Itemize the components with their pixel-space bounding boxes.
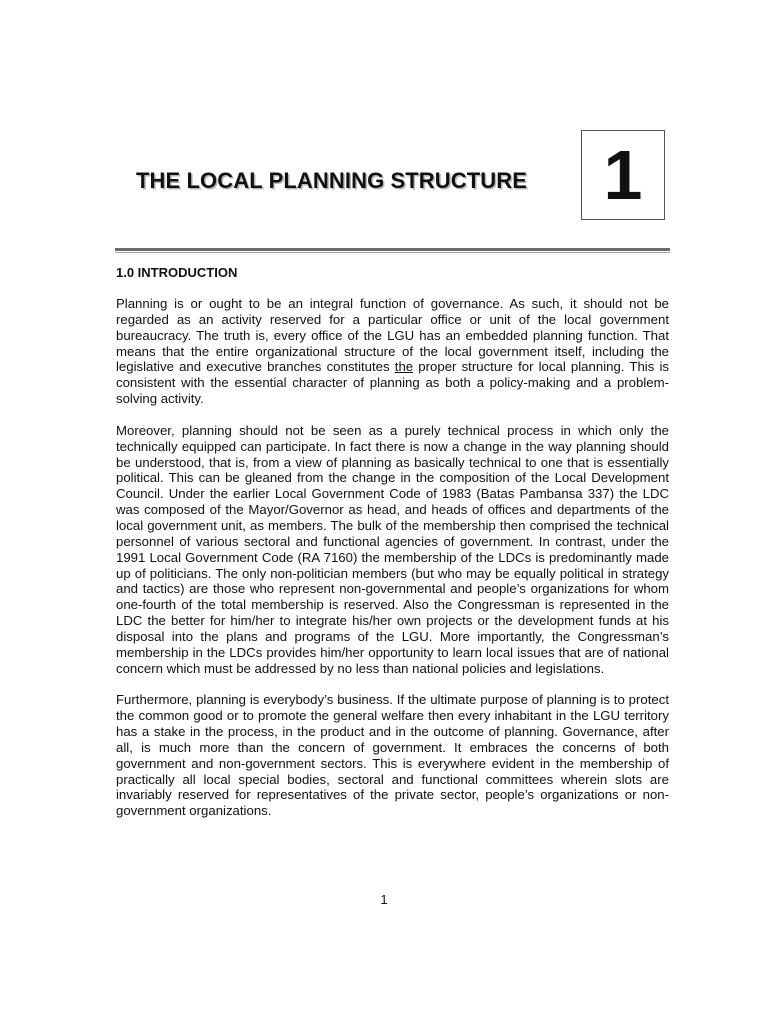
page-number: 1 — [380, 892, 388, 907]
paragraph-1-text-end: proper structure for local planning. This is consistent with the essential character of planning as both a policy-making and a problem-solving activity. — [116, 359, 669, 407]
paragraph-2: Moreover, planning should not be seen as a purely technical process in which only the technically equipped can participate. In fact there is now a change in the way planning should be understood, that is, from a view of planning as basically technical to one that is essentially political. This can be gleaned from the change in the composition of the Local Development Council. Under the earlier Local Government Code of 1983 (Batas Pambansa 337) the LDC was composed of the Mayor/Governor as head, and heads of offices and departments of the local government unit, as members. The bulk of the membership then comprised the technical personnel of various sectoral and functional agencies of government. In contrast, under the 1991 Local Government Code (RA 7160) the membership of the LDCs is predominantly made up of politicians. The only non-politician members (but who may be equally political in strategy and tactics) are those who represent non-governmental and people’s organizations for whom one-fourth of the total membership is reserved. Also the Congressman is represented in the LDC the better for him/her to integrate his/her own projects or the development funds at his disposal into the plans and programs of the LGU. More importantly, the Congressman’s membership in the LDCs provides him/her opportunity to learn local issues that are of national concern which must be addressed by no less than national policies and legislations. — [116, 422, 669, 676]
chapter-number: 1 — [603, 136, 643, 214]
section-heading: 1.0 INTRODUCTION — [116, 265, 238, 280]
paragraph-1 — [116, 296, 669, 407]
underlined-word: the — [394, 359, 414, 375]
paragraph-3: Furthermore, planning is everybody’s business. If the ultimate purpose of planning is to protect the common good or to promote the general welfare then every inhabitant in the LGU territory has a stake in the process, in the product and in the outcome of planning. Governance, after all, is much more than the concern of government. It embraces the concerns of both government and non-government sectors. This is everywhere evident in the membership of practically all local special bodies, sectoral and functional committees wherein slots are invariably reserved for representatives of the private sector, people’s organizations or non-government organizations. — [116, 692, 669, 819]
header-rule — [115, 248, 670, 251]
paragraph-1-text: Planning is or ought to be an integral function of governance. As such, it should not be regarded as an activity reserved for a particular office or unit of the local government bureaucracy. The truth is, every office of the LGU has an embedded planning function. That means that the entire organizational structure of the local government itself, including the legislative and executive branches constitutes — [116, 296, 669, 375]
chapter-number-box — [581, 130, 665, 220]
chapter-title: THE LOCAL PLANNING STRUCTURE — [136, 168, 528, 193]
header-rule-shadow — [115, 252, 670, 253]
body-text — [116, 296, 669, 835]
